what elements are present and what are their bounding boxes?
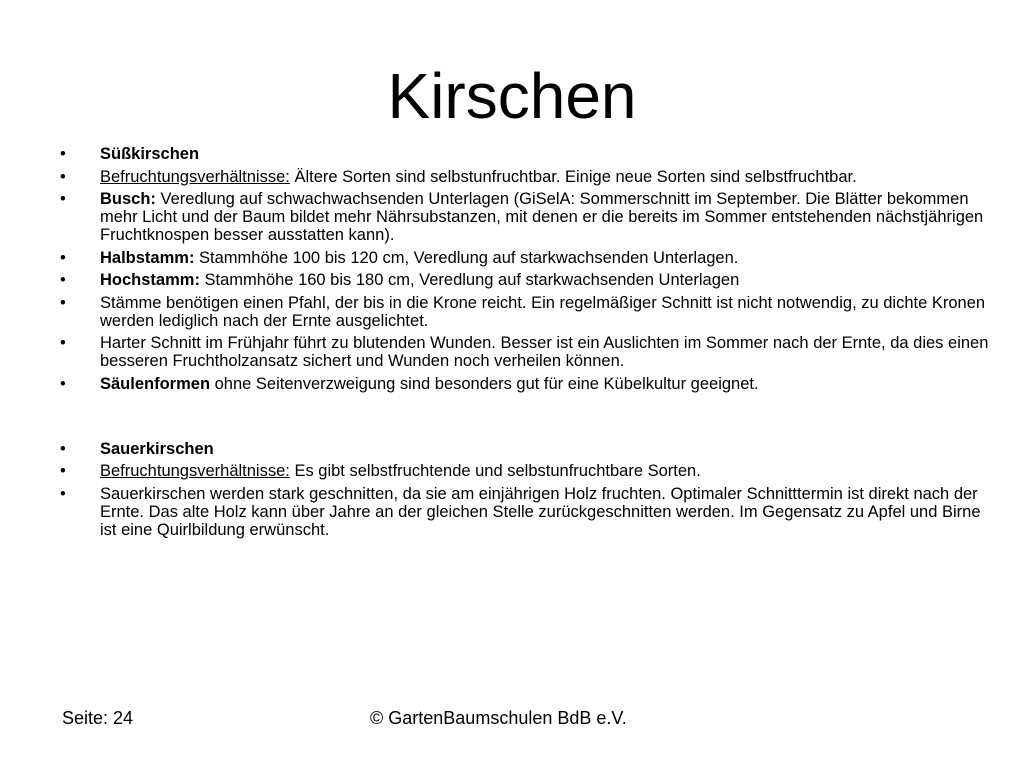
footer-copyright: © GartenBaumschulen BdB e.V. (370, 708, 627, 728)
bullet-item-schnitt (60, 334, 990, 370)
footer-page-number: Seite: 24 (62, 708, 134, 728)
slide-title: Kirschen (387, 60, 637, 132)
bullet-item-befruchtung-sauer (60, 462, 990, 480)
bullet-lead-bold: Säulenformen (100, 374, 211, 393)
bullet-lead-bold: Busch: (100, 190, 156, 208)
bullet-item-busch (60, 190, 990, 244)
bullet-text: Veredlung auf schwachwachsenden Unterlagen (GiSelA: Sommerschnitt im September. Die Blätter bekommen mehr Licht und der Baum bildet mehr Nährsubstanzen, mit denen er die bereits im Sommer entstehenden nächstjährigen Fruchtknospen besser ausstatten kann). (100, 190, 984, 244)
bullet-text: Stammhöhe 160 bis 180 cm, Veredlung auf starkwachsenden Unterlagen (199, 271, 740, 289)
bullet-heading: Süßkirschen (100, 145, 200, 163)
bullet-item-suesskirschen (60, 145, 990, 163)
bullet-item-halbstamm (60, 249, 990, 267)
bullet-lead-bold: Hochstamm: (100, 271, 200, 289)
bullet-text: Es gibt selbstfruchtende und selbstunfruchtbare Sorten. (289, 462, 701, 480)
bullet-text: Stämme benötigen einen Pfahl, der bis in die Krone reicht. Ein regelmäßiger Schnitt ist nicht notwendig, zu dichte Kronen werden lediglich nach der Ernte ausgelichtet. (100, 293, 986, 330)
bullet-item-befruchtung-suess (60, 168, 990, 186)
bullet-item-sauerkirschen (60, 440, 990, 458)
bullet-text: ohne Seitenverzweigung sind besonders gut für eine Kübelkultur geeignet. (210, 374, 759, 393)
bullet-text: Sauerkirschen werden stark geschnitten, da sie am einjährigen Holz fruchten. Optimaler Schnitttermin ist direkt nach der Ernte. Das alte Holz kann über Jahre an der gleichen Stelle zurückgeschnitten werden. Im Gegensatz zu Apfel und Birne ist eine Quirlbildung erwünscht. (100, 484, 981, 539)
bullet-item-sauer-schnitt (60, 485, 990, 539)
bullet-lead-underlined: Befruchtungsverhältnisse: (100, 462, 290, 480)
bullet-text: Stammhöhe 100 bis 120 cm, Veredlung auf starkwachsenden Unterlagen. (194, 248, 739, 267)
bullet-heading: Sauerkirschen (100, 439, 214, 458)
bullet-item-saeulenformen (60, 375, 990, 393)
bullet-item-pfahl (60, 294, 990, 330)
bullet-lead-underlined: Befruchtungsverhältnisse: (100, 167, 290, 186)
bullet-text: Ältere Sorten sind selbstunfruchtbar. Einige neue Sorten sind selbstfruchtbar. (289, 167, 857, 186)
bullet-text: Harter Schnitt im Frühjahr führt zu blutenden Wunden. Besser ist ein Auslichten im Sommer nach der Ernte, da dies einen besseren Fruchtholzansatz sichert und Wunden noch verheilen können. (100, 334, 989, 370)
bullet-item-hochstamm (60, 271, 990, 289)
bullet-list (60, 145, 990, 543)
bullet-lead-bold: Halbstamm: (100, 248, 195, 267)
